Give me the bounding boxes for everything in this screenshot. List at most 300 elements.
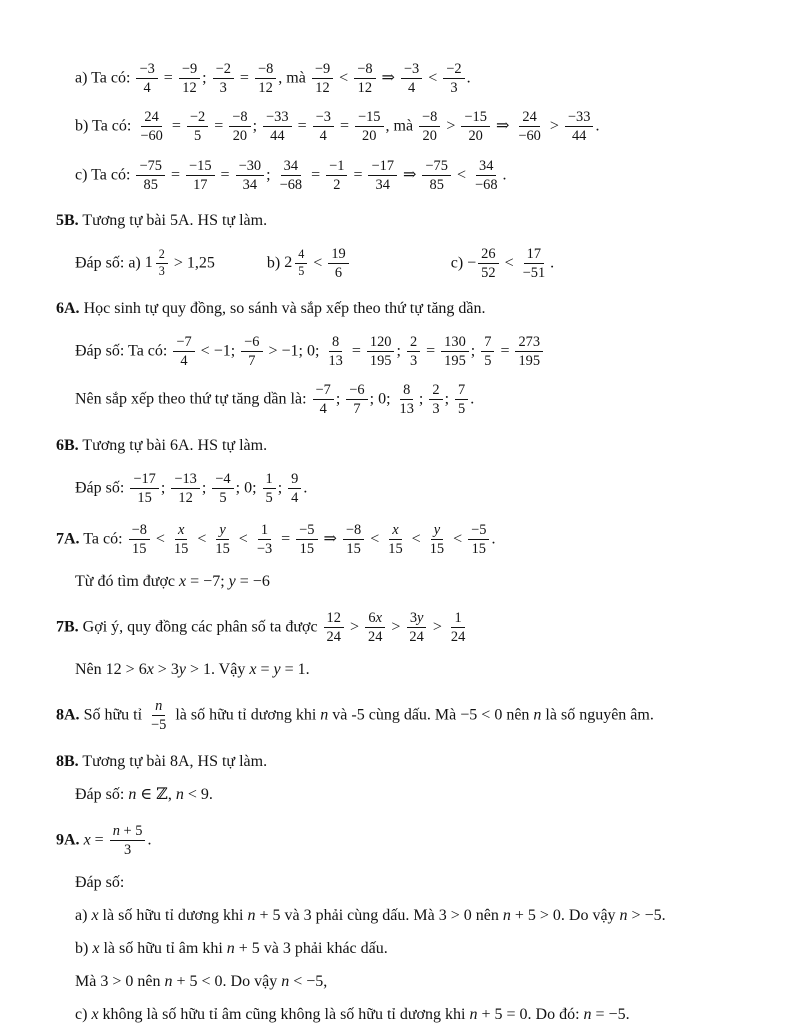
denominator: 4	[319, 401, 327, 418]
text-run: Ta có:	[79, 530, 127, 548]
text-run: <	[449, 530, 467, 548]
denominator: 20	[422, 128, 437, 145]
text-run: =	[293, 117, 311, 135]
text-run: .	[208, 785, 213, 803]
numerator: −6	[346, 382, 367, 400]
paragraph	[56, 522, 750, 557]
text-run: và 3 phải cùng dấu. Mà	[280, 906, 439, 924]
text-run: ;	[335, 390, 345, 408]
numerator: −2	[443, 61, 464, 79]
fraction	[110, 823, 146, 858]
denominator: 5	[458, 401, 466, 418]
text-run: =	[235, 69, 253, 87]
text-run: ⇒	[319, 530, 341, 548]
text-run: .	[550, 254, 555, 272]
numerator: −9	[312, 61, 333, 79]
fraction	[173, 334, 194, 369]
text-run: <	[234, 530, 252, 548]
numerator: 12	[324, 610, 344, 628]
denominator: 20	[362, 128, 377, 145]
text-run: >	[428, 618, 446, 636]
text-run: Gợi ý, quy đồng các phân số ta được	[78, 618, 322, 636]
text-run: là số hữu tỉ dương khi	[98, 906, 248, 924]
text-run: ;	[201, 478, 211, 496]
fraction	[419, 109, 440, 144]
fraction	[385, 522, 405, 557]
denominator: 15	[215, 540, 230, 557]
text-run: c) −	[450, 254, 477, 272]
section-label: 9A.	[56, 830, 80, 848]
fraction	[397, 382, 417, 417]
fraction	[277, 158, 306, 193]
numerator: −7	[313, 382, 334, 400]
text-run: . Do vậy	[560, 906, 620, 924]
math-run: n + 5 > 0	[502, 906, 561, 924]
numerator: 1	[263, 471, 276, 489]
text-run: ;	[202, 69, 211, 87]
denominator: 4	[319, 128, 327, 145]
text-run: b)	[266, 254, 285, 272]
text-run: b)	[75, 939, 93, 957]
denominator: 4	[143, 80, 151, 97]
numerator: 273	[515, 334, 543, 352]
numerator: x	[389, 522, 401, 540]
denominator: 3	[158, 263, 165, 278]
solution-page-content	[56, 61, 750, 1027]
text-run: =	[496, 342, 514, 360]
math-run: x	[91, 906, 99, 924]
fraction	[441, 334, 469, 369]
numerator: 24	[141, 109, 161, 127]
text-run: Từ đó tìm được	[75, 573, 180, 590]
section-label: 8B.	[56, 752, 79, 770]
text-run: .	[502, 165, 507, 183]
denominator: 4	[291, 489, 299, 506]
denominator: 15	[388, 540, 403, 557]
numerator: 26	[478, 246, 498, 264]
fraction	[312, 61, 333, 96]
spacer	[215, 266, 267, 267]
denominator: 15	[299, 540, 315, 557]
math-run: x = y = 1	[249, 661, 306, 679]
denominator: −60	[518, 128, 541, 145]
numerator: y	[216, 522, 228, 540]
denominator: 12	[182, 80, 197, 97]
paragraph	[56, 823, 750, 858]
text-run: =	[159, 69, 177, 87]
text-run: ;	[266, 165, 275, 183]
denominator: 15	[173, 540, 189, 557]
denominator: 6	[334, 264, 343, 281]
fraction	[263, 471, 276, 506]
paragraph	[75, 904, 750, 928]
text-run: <	[309, 254, 327, 272]
math-run: 3 > 0	[438, 906, 472, 924]
section-label: 7B.	[56, 618, 79, 636]
numerator: −8	[354, 61, 375, 79]
text-run: =	[349, 165, 367, 183]
text-run: Nên sắp xếp theo thứ tự tăng dần là:	[75, 390, 311, 408]
denominator: 85	[429, 176, 444, 193]
denominator: 15	[137, 489, 152, 506]
numerator: 130	[441, 334, 469, 352]
denominator: 15	[346, 540, 361, 557]
fraction	[156, 248, 168, 278]
paragraph	[75, 1003, 750, 1027]
text-run: > 1,25	[169, 254, 215, 272]
denominator: 34	[242, 176, 258, 193]
fraction	[130, 471, 159, 506]
paragraph	[56, 750, 750, 774]
fraction	[212, 522, 232, 557]
fraction	[515, 109, 544, 144]
fraction	[229, 109, 250, 144]
math-run: n + 5 < 0	[164, 972, 223, 990]
text-run: =	[277, 530, 295, 548]
denominator: 3	[450, 80, 458, 97]
section-label: 6A.	[56, 300, 80, 317]
numerator: y	[431, 522, 443, 540]
fraction	[236, 158, 265, 193]
fraction	[148, 698, 169, 733]
numerator: 8	[400, 382, 413, 400]
paragraph	[56, 610, 750, 645]
text-run: ,	[323, 972, 328, 990]
denominator: 24	[367, 629, 383, 646]
text-run: .	[595, 117, 600, 135]
paragraph	[56, 434, 750, 458]
fraction	[481, 334, 494, 369]
fraction	[241, 334, 262, 369]
denominator: 34	[375, 176, 390, 193]
denominator: 52	[481, 264, 496, 281]
numerator: −3	[136, 61, 157, 79]
text-run: ;	[418, 390, 428, 408]
section-label: 6B.	[56, 436, 79, 454]
text-run: =	[166, 165, 185, 183]
paragraph	[75, 970, 750, 994]
denominator: −68	[474, 176, 498, 193]
numerator: −15	[186, 158, 215, 176]
text-run: =	[335, 117, 353, 135]
text-run: >	[387, 618, 405, 636]
denominator: −5	[151, 717, 167, 734]
numerator: −8	[343, 522, 364, 540]
denominator: 5	[265, 489, 273, 506]
text-run: . Do vậy	[222, 972, 282, 990]
denominator: 5	[219, 489, 227, 506]
numerator: −8	[419, 109, 440, 127]
numerator: 34	[476, 158, 496, 176]
text-run: .	[303, 478, 308, 496]
text-run: =	[347, 342, 365, 360]
text-run: không là số hữu tỉ âm cũng không là số hữu tỉ dương khi	[98, 1005, 470, 1023]
fraction	[368, 158, 397, 193]
denominator: 15	[471, 540, 486, 557]
paragraph	[75, 783, 750, 807]
fraction	[478, 246, 498, 281]
numerator: −75	[136, 158, 165, 176]
denominator: 15	[429, 540, 445, 557]
denominator: 85	[143, 176, 158, 193]
text-run: Đáp số:	[75, 873, 125, 891]
text-run: ;	[252, 117, 262, 135]
text-run: Tương tự bài 8A, HS tự làm.	[78, 752, 268, 770]
numerator: −8	[129, 522, 150, 540]
numerator: −8	[229, 109, 250, 127]
numerator: −7	[173, 334, 194, 352]
text-run: là số hữu tỉ âm khi	[99, 939, 227, 957]
math-run: n + 5	[247, 906, 281, 924]
fraction	[129, 522, 150, 557]
text-run: Tương tự bài 6A. HS tự làm.	[78, 436, 268, 454]
fraction	[343, 522, 364, 557]
fraction	[313, 109, 334, 144]
numerator: n + 5	[110, 823, 146, 841]
text-run: > −1; 0;	[264, 342, 324, 360]
text-run: là số hữu tỉ dương khi	[171, 706, 321, 724]
denominator: 7	[248, 353, 256, 370]
math-run: −5 < 0	[460, 706, 503, 724]
denominator: 44	[571, 128, 587, 145]
paragraph	[56, 297, 750, 321]
denominator: 13	[399, 401, 414, 418]
denominator: 24	[450, 629, 466, 646]
text-run: nên	[133, 972, 165, 990]
text-run: . Vậy	[210, 661, 250, 679]
fraction	[136, 61, 157, 96]
fraction	[213, 61, 234, 96]
paragraph	[56, 698, 750, 733]
denominator: 20	[232, 128, 248, 145]
text-run: ⇒	[491, 117, 514, 135]
spacer	[351, 266, 451, 267]
fraction	[565, 109, 594, 144]
numerator: −5	[296, 522, 317, 540]
numerator: −13	[171, 471, 200, 489]
math-run: n	[320, 706, 329, 724]
fraction	[455, 382, 468, 417]
text-run: .	[491, 530, 496, 548]
math-run: x	[92, 939, 100, 957]
paragraph	[75, 937, 750, 961]
text-run: <	[366, 530, 384, 548]
numerator: 8	[329, 334, 342, 352]
fraction	[461, 109, 490, 144]
fraction	[355, 109, 384, 144]
text-run: và -5 cùng dấu. Mà	[328, 706, 461, 724]
numerator: 34	[281, 158, 301, 176]
fraction	[187, 109, 208, 144]
whole-part: 2	[284, 254, 293, 272]
numerator: −33	[263, 109, 292, 127]
text-run: <	[335, 69, 353, 87]
denominator: −3	[256, 540, 273, 557]
text-run: b) Ta có:	[75, 117, 136, 135]
text-run: Nên	[75, 661, 106, 679]
numerator: 4	[295, 248, 307, 264]
math-run: x = −7; y = −6	[179, 573, 270, 590]
numerator: −15	[355, 109, 384, 127]
paragraph	[75, 61, 750, 96]
fraction	[212, 471, 233, 506]
denominator: 44	[270, 128, 285, 145]
paragraph	[75, 382, 750, 417]
denominator: 20	[468, 128, 483, 145]
numerator: 17	[524, 246, 544, 264]
paragraph	[75, 109, 750, 144]
numerator: 1	[451, 610, 464, 628]
text-run: .	[661, 906, 666, 924]
denominator: 195	[369, 353, 392, 370]
numerator: 7	[455, 382, 468, 400]
paragraph	[75, 658, 750, 682]
denominator: −68	[279, 176, 303, 193]
text-run: <	[151, 530, 169, 548]
math-run: n = −5	[583, 1005, 626, 1023]
denominator: 3	[432, 401, 440, 418]
text-run: ;	[444, 390, 454, 408]
fraction	[365, 610, 385, 645]
text-run: =	[307, 165, 325, 183]
text-run: , mà	[278, 69, 310, 87]
fraction	[367, 334, 395, 369]
text-run: <	[193, 530, 211, 548]
paragraph	[75, 570, 750, 594]
fraction	[288, 471, 301, 506]
numerator: 2	[156, 248, 168, 264]
text-run: ;	[470, 342, 480, 360]
mixed-number	[145, 248, 170, 278]
fraction	[429, 382, 442, 417]
denominator: 7	[353, 401, 361, 418]
denominator: 3	[123, 841, 132, 858]
text-run: .	[305, 661, 310, 679]
numerator: 2	[407, 334, 420, 352]
fraction	[296, 522, 317, 557]
fraction	[427, 522, 447, 557]
numerator: n	[152, 698, 165, 716]
text-run: Đáp số: a)	[75, 254, 145, 272]
denominator: 12	[315, 80, 330, 97]
numerator: −9	[179, 61, 200, 79]
numerator: −8	[255, 61, 276, 79]
denominator: 13	[328, 353, 343, 370]
math-run: n ∈ ℤ, n < 9	[128, 785, 209, 803]
fraction	[254, 522, 275, 557]
denominator: 17	[193, 176, 208, 193]
numerator: −2	[213, 61, 234, 79]
fraction	[324, 610, 344, 645]
fraction	[171, 471, 200, 506]
text-run: .	[470, 390, 475, 408]
text-run: >	[345, 618, 363, 636]
fraction	[137, 109, 166, 144]
denominator: 15	[132, 540, 147, 557]
fraction	[171, 522, 191, 557]
fraction	[515, 334, 543, 369]
fraction	[472, 158, 501, 193]
denominator: 24	[409, 629, 424, 646]
text-run: =	[167, 117, 185, 135]
denominator: 195	[518, 353, 541, 370]
denominator: 3	[219, 80, 227, 97]
section-label: 7A.	[56, 530, 80, 548]
denominator: 5	[298, 263, 305, 278]
text-run: . Do đó:	[527, 1005, 584, 1023]
denominator: 195	[444, 353, 466, 370]
paragraph	[75, 471, 750, 506]
text-run: a)	[75, 906, 92, 924]
text-run: nên	[502, 706, 534, 724]
numerator: 120	[367, 334, 395, 352]
text-run: ;	[396, 342, 405, 360]
text-run: =	[210, 117, 228, 135]
numerator: 9	[288, 471, 301, 489]
text-run: và 3 phải khác dấu.	[259, 939, 388, 957]
fraction	[346, 382, 367, 417]
denominator: −60	[140, 128, 163, 145]
text-run: Đáp số: Ta có:	[75, 342, 172, 360]
text-run: <	[452, 165, 470, 183]
text-run: >	[442, 117, 460, 135]
text-run: ; 0;	[235, 478, 261, 496]
fraction	[179, 61, 200, 96]
fraction	[326, 158, 347, 193]
numerator: 19	[328, 246, 348, 264]
mixed-number	[284, 248, 309, 278]
numerator: 2	[429, 382, 442, 400]
fraction	[354, 61, 375, 96]
fraction	[443, 61, 464, 96]
math-run: n	[533, 706, 542, 724]
numerator: −75	[422, 158, 451, 176]
numerator: −6	[241, 334, 262, 352]
math-run: n + 5 = 0	[469, 1005, 528, 1023]
math-run: x	[91, 1005, 99, 1023]
fraction	[468, 522, 489, 557]
numerator: −17	[130, 471, 159, 489]
fraction	[520, 246, 549, 281]
text-run: Đáp số:	[75, 478, 129, 496]
fraction	[422, 158, 451, 193]
text-run: a) Ta có:	[75, 69, 135, 87]
numerator: −5	[468, 522, 489, 540]
text-run: >	[545, 117, 563, 135]
fraction	[406, 610, 426, 645]
math-run: x =	[83, 830, 104, 848]
math-run: n > −5	[619, 906, 662, 924]
text-run: ⇒	[377, 69, 399, 87]
numerator: x	[175, 522, 187, 540]
numerator: −17	[368, 158, 397, 176]
numerator: 3y	[407, 610, 427, 628]
text-run: Đáp số:	[75, 785, 129, 803]
text-run: <	[407, 530, 425, 548]
math-run: 3 > 0	[100, 972, 134, 990]
paragraph	[75, 246, 750, 281]
text-run: .	[147, 830, 152, 848]
math-run: n < −5	[281, 972, 324, 990]
text-run: ;	[160, 478, 170, 496]
text-run: Mà	[75, 972, 101, 990]
text-run: < −1;	[196, 342, 240, 360]
section-label: 5B.	[56, 211, 79, 229]
whole-part: 1	[144, 254, 153, 272]
paragraph	[75, 158, 750, 193]
numerator: −33	[565, 109, 594, 127]
fraction	[328, 246, 348, 281]
